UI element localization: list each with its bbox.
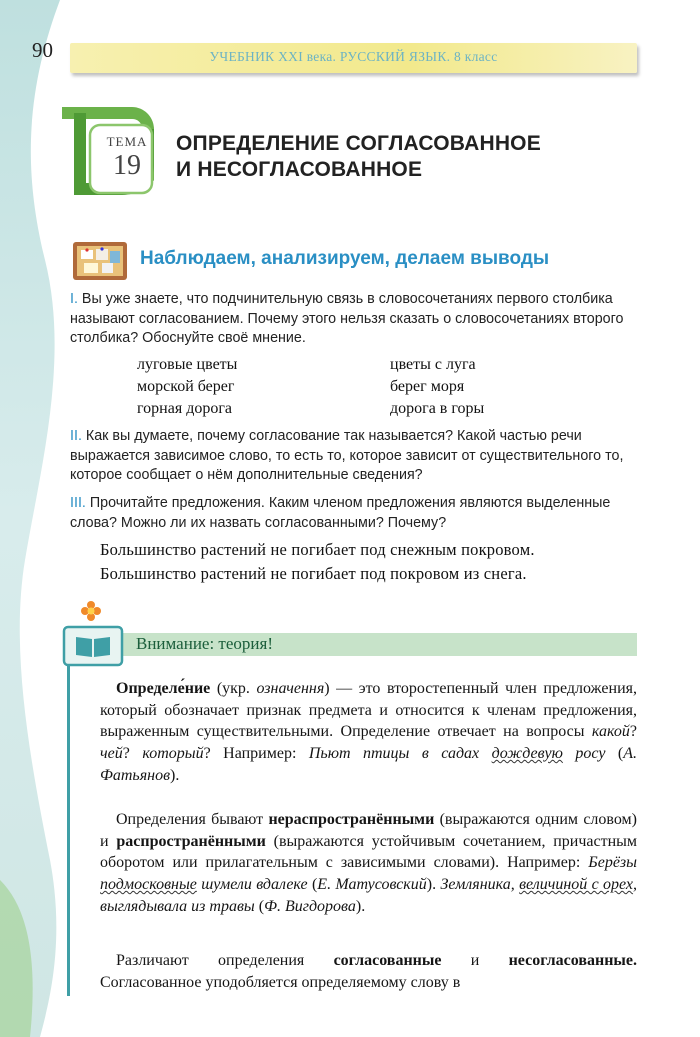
text-run: Определения бывают [116,811,269,828]
phrase-left-1: луговые цветы [137,356,238,373]
author-name: А. Фатьянов [100,745,638,784]
flower-icon [80,600,102,622]
text-run: ? [629,723,637,741]
theory-paragraph-2 [100,809,637,918]
example-text: шумели вдалеке [196,876,308,894]
bold-term: распространёнными [116,832,266,850]
text-run: ? Например: [203,745,309,763]
example-text: Пьют птицы в садах [308,745,492,763]
page-number: 90 [32,38,53,62]
book-icon [62,625,124,667]
observe-heading: Наблюдаем, анализируем, делаем выводы [140,248,550,269]
topic-title-line-2: И НЕСОГЛАСОВАННОЕ [176,158,423,181]
topic-number: 19 [113,150,141,181]
example-text: Земляника, [440,876,520,894]
example-sentence-1: Большинство растений не погибает под снежным покровом. [100,540,535,559]
question-2 [70,427,640,486]
header-title: УЧЕБНИК XXI века. РУССКИЙ ЯЗЫК. 8 класс [209,49,498,64]
phrases-right-column [390,354,484,420]
topic-title [176,131,541,183]
question-1-text: Вы уже знаете, что подчинительную связь в словосочетаниях первого столбика называют согласованием. Почему этого нельзя сказать о словосочетаниях второго столбика? Обоснуйте своё мнение. [70,291,624,346]
example-sentence-2: Большинство растений не погибает под покровом из снега. [100,564,527,583]
theory-paragraph-3 [100,950,637,993]
text-run: Согласованное уподобляется определяемому слову в [100,973,461,991]
question-word: чей [100,745,123,763]
bold-term: согласованные [333,952,442,969]
text-run: ( [605,745,624,763]
question-2-text: Как вы думаете, почему согласование так называется? Какой частью речи выражается зависимое слово, то есть то, которое зависит от существительного то, которое сообщает о нём дополнительные сведения? [70,428,624,483]
text-run: (укр. [210,680,257,697]
phrase-right-1: цветы с луга [390,356,476,373]
theory-side-rule [67,666,70,996]
question-3 [70,494,640,533]
example-definition-underlined: подмосковные [100,876,197,894]
question-word: какой [591,723,630,741]
example-text: , выглядывала из травы [100,876,638,915]
text-run: ). [426,876,441,894]
text-run: (выражаются устойчивым сочетанием, причастным оборотом или прилагательным с зависимыми словами). Например: [100,832,638,872]
question-word: который [142,745,204,763]
example-definition-underlined: величиной с орех [519,876,634,894]
text-run: ). [355,897,366,915]
question-3-text: Прочитайте предложения. Каким членом предложения являются выделенные слова? Можно ли их назвать согласованными? Почему? [70,495,611,531]
phrase-right-2: берег моря [390,378,465,395]
term-definition: Определе́ние [116,680,211,697]
question-2-roman: II. [70,428,82,444]
theory-title: Внимание: теория! [136,634,273,653]
example-text: Берёзы [588,854,637,872]
text-run: ) — это второстепенный член предложения, который обозначает признак предмета и относится к членам предложения, выраженным существительными. Определение отвечает на вопросы [100,680,637,741]
author-name: Ф. Вигдорова [264,897,356,915]
question-3-roman: III. [70,495,86,511]
header-banner [70,43,637,73]
text-run: и [441,952,509,969]
bold-term: несогласованные. [508,952,637,969]
question-1 [70,290,640,349]
phrase-left-2: морской берег [137,378,235,395]
phrases-left-column [137,354,237,420]
text-run: (выражаются одним словом) и [100,811,638,850]
text-run: ). [170,766,180,784]
text-run: ( [307,876,318,894]
ukrainian-term: означення [256,680,325,697]
example-text: росу [562,745,606,763]
bold-term: нераспространёнными [268,811,435,828]
topic-label: ТЕМА [106,134,148,149]
topic-title-line-1: ОПРЕДЕЛЕНИЕ СОГЛАСОВАННОЕ [176,132,541,155]
text-run: ( [254,897,265,915]
theory-paragraph-1 [100,678,637,787]
example-definition-underlined: дождевую [491,745,563,763]
text-run: ? [122,745,143,763]
question-1-roman: I. [70,291,78,307]
phrase-right-3: дорога в горы [390,400,485,417]
author-name: Е. Матусовский [317,876,427,894]
corkboard-icon [72,238,128,282]
text-run: Различают определения [116,952,334,969]
phrase-left-3: горная дорога [137,400,232,417]
